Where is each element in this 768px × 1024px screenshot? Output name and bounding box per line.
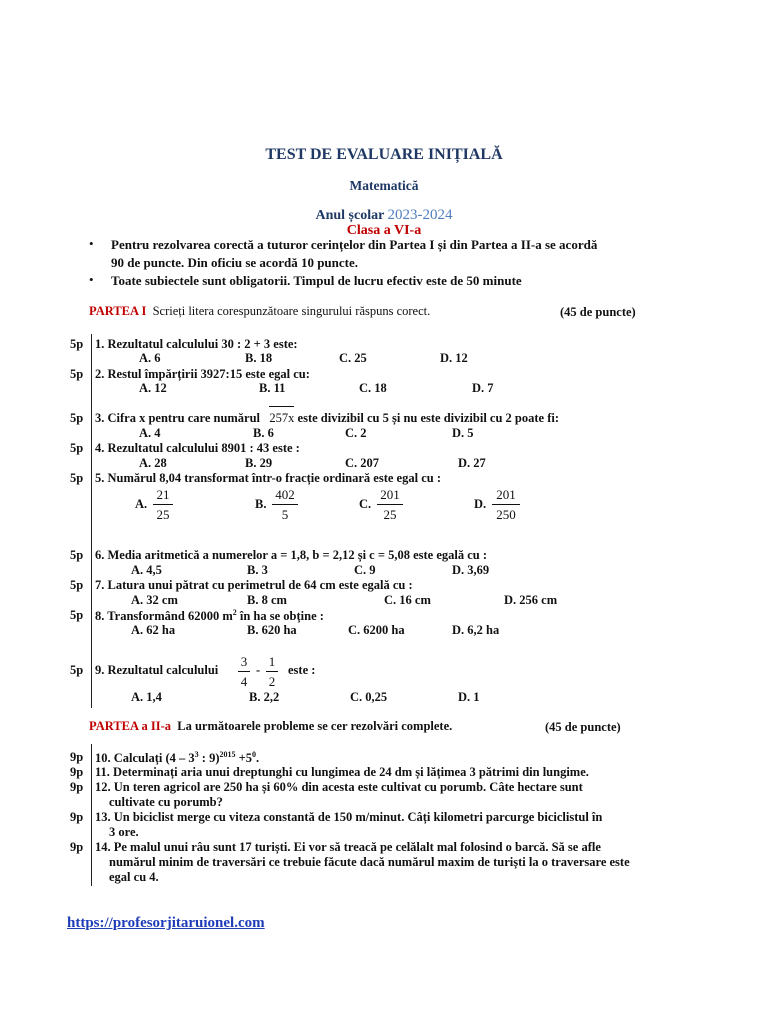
option-a: A. 4,5 xyxy=(131,563,162,577)
fraction xyxy=(238,654,250,689)
numerator: 3 xyxy=(240,654,248,669)
question-text-part: 3. Cifra x pentru care numărul xyxy=(95,411,261,425)
option-a: A. 12 xyxy=(139,381,167,395)
question-points: 5p xyxy=(70,663,84,677)
superscript: 2 xyxy=(232,608,237,617)
option-c: C. 6200 ha xyxy=(348,623,405,637)
question-text-part: în ha se obține : xyxy=(236,609,324,624)
page-title: TEST DE EVALUARE INIȚIALĂ xyxy=(265,146,503,163)
problem-text-part: . xyxy=(255,751,260,766)
question-points: 5p xyxy=(70,471,84,485)
option-b: B. 2,2 xyxy=(249,690,280,704)
problem-text: 12. Un teren agricol are 250 ha și 60% din acesta este cultivat cu porumb. Câte hectare sunt xyxy=(95,780,583,794)
problem-points: 9p xyxy=(70,780,84,794)
option-a: A. 62 ha xyxy=(131,623,176,637)
question-text: 2. Restul împărțirii 3927:15 este egal cu: xyxy=(95,367,310,381)
question-text-part: este divizibil cu 5 și nu este divizibil cu 2 poate fi: xyxy=(297,411,560,425)
option-d: D. 12 xyxy=(440,351,468,365)
problem-text: numărul minim de traversări ce trebuie făcute dacă numărul maxim de turiști la o traversare este xyxy=(109,855,630,869)
option-d: D. 256 cm xyxy=(504,593,558,607)
school-year-value: 2023-2024 xyxy=(387,207,453,223)
problem-text-part: +5 xyxy=(235,751,252,766)
problem-text: 13. Un biciclist merge cu viteza constantă de 150 m/minut. Câți kilometri parcurge biciclistul în xyxy=(95,810,603,824)
question-points: 5p xyxy=(70,337,84,351)
option-c: C. 25 xyxy=(339,351,367,365)
question-text: este : xyxy=(288,663,316,677)
part2-header xyxy=(89,719,452,734)
denominator: 5 xyxy=(281,507,289,522)
question-text: 1. Rezultatul calculului 30 : 2 + 3 este: xyxy=(95,337,298,351)
fraction xyxy=(266,654,278,689)
option-d: D. 6,2 ha xyxy=(452,623,500,637)
question-text-part: 8. Transformând 62000 m xyxy=(95,609,233,624)
option-b: B. xyxy=(255,497,267,511)
fraction-bar xyxy=(266,671,278,672)
instruction-line: Pentru rezolvarea corectă a tuturor cerințelor din Partea I și din Partea a II-a se acordă xyxy=(111,237,598,252)
option-c: C. xyxy=(359,497,372,511)
question-text: 6. Media aritmetică a numerelor a = 1,8, b = 2,12 și c = 5,08 este egală cu : xyxy=(95,548,488,562)
question-text: 7. Latura unui pătrat cu perimetrul de 64 cm este egală cu : xyxy=(95,578,413,592)
fraction-bar xyxy=(153,504,173,505)
question-text: 5. Numărul 8,04 transformat într-o fracție ordinară este egal cu : xyxy=(95,471,441,485)
option-c: C. 2 xyxy=(345,426,367,440)
problem-points: 9p xyxy=(70,765,84,779)
option-d: D. 7 xyxy=(472,381,494,395)
question-text xyxy=(95,608,324,624)
option-a: A. xyxy=(135,497,148,511)
option-c: C. 18 xyxy=(359,381,387,395)
part2-label: PARTEA a II-a xyxy=(89,719,171,733)
question-points: 5p xyxy=(70,548,84,562)
option-a: A. 6 xyxy=(139,351,161,365)
subject-label: Matematică xyxy=(349,178,419,193)
option-b: B. 6 xyxy=(253,426,274,440)
numerator: 402 xyxy=(275,487,295,502)
fraction xyxy=(272,487,298,522)
denominator: 25 xyxy=(156,507,170,522)
option-d: D. 3,69 xyxy=(452,563,490,577)
option-b: B. 11 xyxy=(259,381,286,395)
fraction-bar xyxy=(272,504,298,505)
part2-points: (45 de puncte) xyxy=(545,720,621,734)
option-b: B. 18 xyxy=(245,351,273,365)
website-link[interactable]: https://profesorjitaruionel.com xyxy=(67,915,265,931)
problem-text: egal cu 4. xyxy=(109,870,159,884)
fraction xyxy=(377,487,403,522)
option-b: B. 8 cm xyxy=(247,593,287,607)
denominator: 4 xyxy=(240,674,248,689)
option-a: A. 1,4 xyxy=(131,690,162,704)
fraction-bar xyxy=(238,671,250,672)
problem-text-part: : 9) xyxy=(198,751,220,766)
option-b: B. 620 ha xyxy=(247,623,297,637)
option-c: C. 207 xyxy=(345,456,380,470)
option-c: C. 0,25 xyxy=(350,690,388,704)
superscript: 0 xyxy=(251,750,256,759)
superscript: 2015 xyxy=(219,750,236,759)
option-d: D. 27 xyxy=(458,456,486,470)
problem-text-part: 10. Calculați (4 – 3 xyxy=(95,751,195,766)
problem-text: cultivate cu porumb? xyxy=(109,795,223,809)
option-b: B. 3 xyxy=(247,563,268,577)
numerator: 21 xyxy=(156,487,170,502)
option-c: C. 16 cm xyxy=(384,593,431,607)
denominator: 250 xyxy=(496,507,516,522)
margin-rule xyxy=(91,744,92,886)
denominator: 2 xyxy=(268,674,276,689)
option-a: A. 32 cm xyxy=(131,593,178,607)
question-text: 4. Rezultatul calculului 8901 : 43 este : xyxy=(95,441,300,455)
school-year xyxy=(0,207,768,224)
grade-label: Clasa a VI-a xyxy=(346,223,422,238)
instruction-line: 90 de puncte. Din oficiu se acordă 10 puncte. xyxy=(111,255,358,270)
problem-text xyxy=(95,750,259,766)
overlined-number xyxy=(269,411,294,425)
bullet-icon: • xyxy=(89,272,94,287)
option-a: A. 28 xyxy=(139,456,167,470)
question-text xyxy=(95,411,559,426)
option-d: D. 1 xyxy=(458,690,480,704)
problem-points: 9p xyxy=(70,750,84,764)
fraction xyxy=(153,487,173,522)
superscript: 3 xyxy=(194,750,199,759)
option-d: D. xyxy=(474,497,487,511)
question-points: 5p xyxy=(70,367,84,381)
question-points: 5p xyxy=(70,608,84,622)
problem-points: 9p xyxy=(70,810,84,824)
option-d: D. 5 xyxy=(452,426,474,440)
problem-text: 3 ore. xyxy=(109,825,139,839)
part1-header xyxy=(89,304,430,319)
school-year-label: Anul școlar xyxy=(315,208,385,223)
numerator: 201 xyxy=(496,487,516,502)
part2-instruction: La următoarele probleme se cer rezolvări complete. xyxy=(177,719,453,733)
option-b: B. 29 xyxy=(245,456,273,470)
numerator: 201 xyxy=(380,487,400,502)
question-points: 5p xyxy=(70,441,84,455)
option-a: A. 4 xyxy=(139,426,161,440)
fraction xyxy=(492,487,520,522)
minus-sign: - xyxy=(256,663,261,677)
denominator: 25 xyxy=(383,507,397,522)
instruction-line: Toate subiectele sunt obligatorii. Timpul de lucru efectiv este de 50 minute xyxy=(111,273,522,288)
numerator: 1 xyxy=(268,654,276,669)
bullet-icon: • xyxy=(89,236,94,251)
question-points: 5p xyxy=(70,411,84,425)
problem-text: 11. Determinați aria unui dreptunghi cu lungimea de 24 dm și lățimea 3 pătrimi din lungime. xyxy=(95,765,589,779)
part1-label: PARTEA I xyxy=(89,304,147,318)
fraction-bar xyxy=(492,504,520,505)
fraction-bar xyxy=(377,504,403,505)
question-text: 9. Rezultatul calculului xyxy=(95,663,219,677)
part1-points: (45 de puncte) xyxy=(560,305,636,319)
problem-text: 14. Pe malul unui râu sunt 17 turiști. Ei vor să treacă pe celălalt mal folosind o barcă. Să se afle xyxy=(95,840,601,854)
part1-instruction: Scrieți litera corespunzătoare singurului răspuns corect. xyxy=(152,304,431,318)
option-c: C. 9 xyxy=(354,563,376,577)
margin-rule xyxy=(91,334,92,708)
problem-points: 9p xyxy=(70,840,84,854)
overlined-number-text: 257x xyxy=(269,411,295,425)
question-points: 5p xyxy=(70,578,84,592)
